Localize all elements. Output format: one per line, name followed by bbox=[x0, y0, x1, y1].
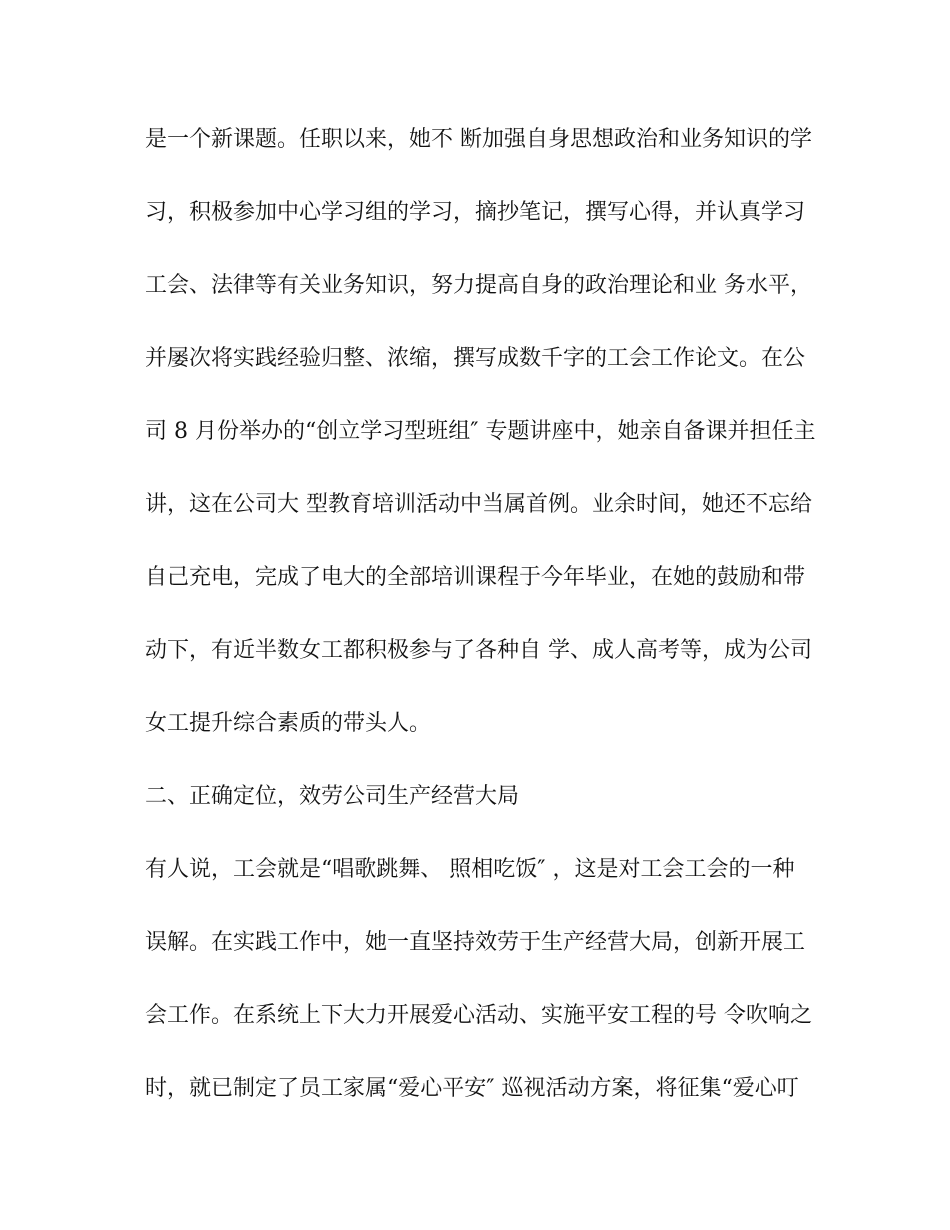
text-line: 动下，有近半数女工都积极参与了各种自 学、成人高考等，成为公司 bbox=[145, 638, 812, 663]
text-line: 工会、法律等有关业务知识，努力提高自身的政治理论和业 务水平， bbox=[145, 273, 812, 298]
text-line: 习，积极参加中心学习组的学习，摘抄笔记，撰写心得，并认真学习 bbox=[145, 200, 806, 225]
text-line: 并屡次将实践经验归整、浓缩，撰写成数千字的工会工作论文。在公 bbox=[145, 346, 806, 371]
text-line: 司 8 月份举办的“创立学习型班组″ 专题讲座中，她亲自备课并担任主 bbox=[145, 419, 816, 444]
text-line: 时，就已制定了员工家属“爱心平安″ 巡视活动方案，将征集“爱心叮 bbox=[145, 1076, 799, 1101]
section-heading: 二、正确定位，效劳公司生产经营大局 bbox=[145, 784, 520, 809]
text-line: 有人说，工会就是“唱歌跳舞、 照相吃饭″ ，这是对工会工会的一种 bbox=[145, 857, 795, 882]
text-line: 是一个新课题。任职以来，她不 断加强自身思想政治和业务知识的学 bbox=[145, 127, 812, 152]
text-line: 自己充电，完成了电大的全部培训课程于今年毕业，在她的鼓励和带 bbox=[145, 565, 806, 590]
text-line: 女工提升综合素质的带头人。 bbox=[145, 711, 432, 736]
text-line: 误解。在实践工作中，她一直坚持效劳于生产经营大局，创新开展工 bbox=[145, 930, 806, 955]
text-line: 讲，这在公司大 型教育培训活动中当属首例。业余时间，她还不忘给 bbox=[145, 492, 812, 517]
text-line: 会工作。在系统上下大力开展爱心活动、实施平安工程的号 令吹响之 bbox=[145, 1003, 812, 1028]
